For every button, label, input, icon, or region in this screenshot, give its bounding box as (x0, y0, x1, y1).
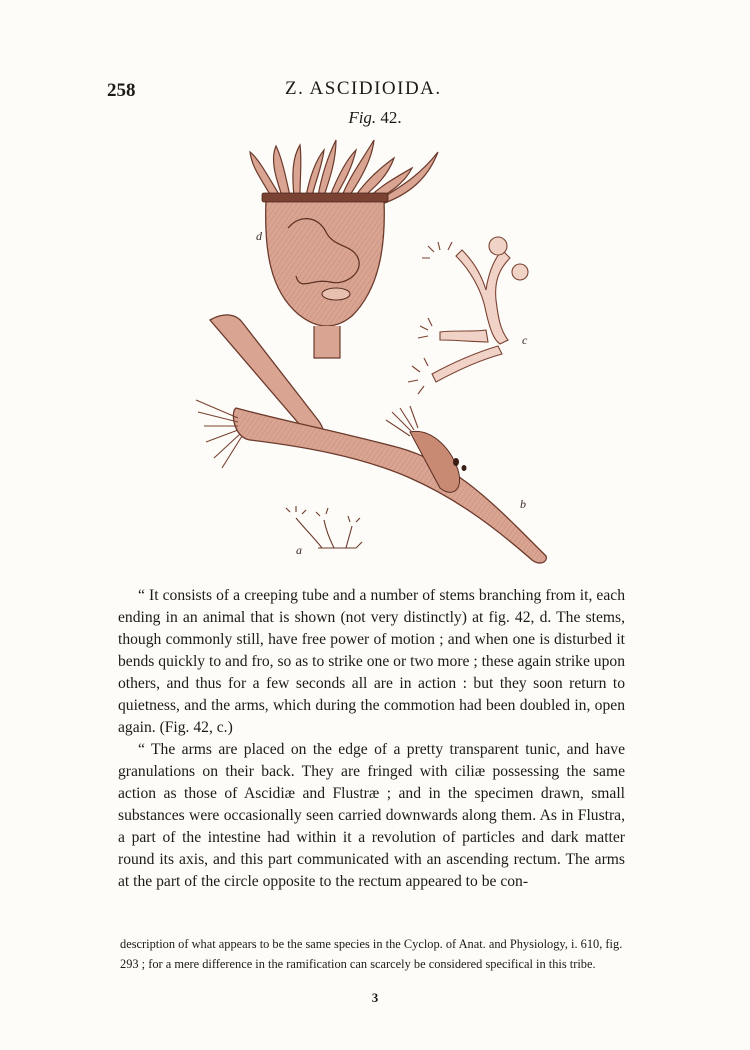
body-paragraph: “ The arms are placed on the edge of a pretty transparent tunic, and have granulations on their back. They are fringed with ciliæ possessing the same action as those of Ascidiæ and Flustræ ; and in the specimen drawn, small substances were occasionally seen carried downwards along them. As in Flustra, a part of the intestine had within it a revolution of particles and dark matter round its axis, and this part communicated with an ascending rectum. The arms at the part of the circle opposite to the rectum appeared to be con- (118, 741, 625, 890)
figure-label-a: a (296, 543, 302, 557)
figure-caption-prefix: Fig. (348, 108, 377, 127)
body-text (118, 585, 625, 893)
page-number: 258 (107, 80, 136, 101)
figure-label-c: c (522, 333, 528, 347)
figure-illustration (0, 130, 750, 570)
signature-mark: 3 (371, 990, 379, 1005)
sprig-a-drawing (286, 506, 362, 548)
footnote: description of what appears to be the same species in the Cyclop. of Anat. and Physiology, i. 610, fig. 293 ; for a mere difference in the ramification can scarcely be considered specifical in this tribe. (120, 937, 623, 971)
figure-label-d: d (256, 229, 262, 243)
figure-caption-number: 42. (380, 108, 402, 127)
running-head: Z. ASCIDIOIDA. (285, 78, 442, 99)
zooid-d-drawing (250, 140, 438, 358)
figure-label-b: b (520, 497, 526, 511)
colony-c-drawing (408, 237, 528, 394)
figure-caption (0, 108, 750, 128)
body-paragraph: “ It consists of a creeping tube and a number of stems branching from it, each ending in an animal that is shown (not very distinctly) at fig. 42, d. The stems, though commonly still, have free power of motion ; and when one is disturbed it bends quickly to and fro, so as to strike one or two more ; these again strike upon others, and thus for a few seconds all are in action : but they soon return to quietness, and the arms, which during the commotion had been doubled in, open again. (Fig. 42, c.) (118, 587, 625, 736)
